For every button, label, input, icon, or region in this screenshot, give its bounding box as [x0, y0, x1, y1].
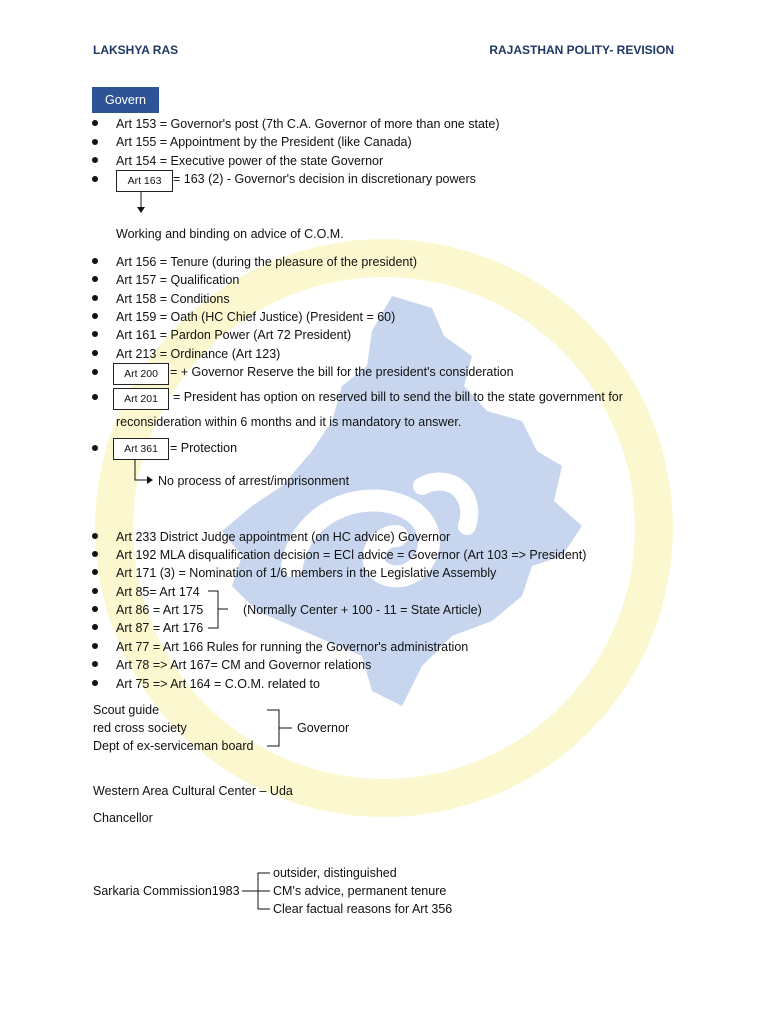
bullet-icon	[92, 313, 98, 319]
governor-item: Dept of ex-serviceman board	[93, 739, 254, 753]
bullet-icon	[92, 120, 98, 126]
list-item: Art 213 = Ordinance (Art 123)	[116, 347, 281, 361]
bullet-icon	[92, 331, 98, 337]
bullet-icon	[92, 680, 98, 686]
bullet-icon	[92, 139, 98, 145]
bullet-icon	[92, 369, 98, 375]
bullet-icon	[92, 643, 98, 649]
bullet-icon	[92, 276, 98, 282]
sarkaria-item: CM's advice, permanent tenure	[273, 884, 447, 898]
art-163-note: Working and binding on advice of C.O.M.	[116, 227, 344, 241]
bullet-icon	[92, 445, 98, 451]
list-item: Art 154 = Executive power of the state Governor	[116, 154, 384, 168]
list-item: Art 86 = Art 175	[116, 603, 204, 617]
bullet-icon	[92, 606, 98, 612]
bullet-icon	[92, 157, 98, 163]
sarkaria-item: Clear factual reasons for Art 356	[273, 902, 453, 916]
bullet-icon	[92, 661, 98, 667]
art-163-box: Art 163	[116, 170, 173, 192]
art-201-box: Art 201	[113, 388, 169, 410]
art-201-text-cont: reconsideration within 6 months and it is mandatory to answer.	[116, 415, 462, 429]
art-201-text: = President has option on reserved bill to send the bill to the state government for	[173, 390, 623, 404]
bullet-icon	[92, 569, 98, 575]
chancellor: Chancellor	[93, 811, 153, 825]
bullet-icon	[92, 394, 98, 400]
governor-label: Governor	[297, 721, 350, 735]
western-cultural-center: Western Area Cultural Center – Uda	[93, 784, 293, 798]
bullet-icon	[92, 551, 98, 557]
header-right: RAJASTHAN POLITY- REVISION	[489, 43, 674, 57]
governor-item: red cross society	[93, 721, 187, 735]
art-361-box: Art 361	[113, 438, 169, 460]
list-item: Art 233 District Judge appointment (on HC advice) Governor	[116, 530, 451, 544]
list-item: Art 192 MLA disqualification decision = ECl advice = Governor (Art 103 => President)	[116, 548, 587, 562]
list-item: Art 158 = Conditions	[116, 292, 230, 306]
bracket-note: (Normally Center + 100 - 11 = State Article)	[243, 603, 482, 617]
art-200-box: Art 200	[113, 363, 169, 385]
sarkaria-item: outsider, distinguished	[273, 866, 397, 880]
bullet-icon	[92, 350, 98, 356]
art-361-text: = Protection	[170, 441, 238, 455]
bullet-icon	[92, 295, 98, 301]
list-item: Art 159 = Oath (HC Chief Justice) (President = 60)	[116, 310, 396, 324]
bullet-icon	[92, 588, 98, 594]
sarkaria-label: Sarkaria Commission1983	[93, 884, 240, 898]
list-item: Art 155 = Appointment by the President (like Canada)	[116, 135, 412, 149]
list-item: Art 171 (3) = Nomination of 1/6 members in the Legislative Assembly	[116, 566, 497, 580]
list-item: Art 78 => Art 167= CM and Governor relations	[116, 658, 372, 672]
list-item: Art 77 = Art 166 Rules for running the Governor's administration	[116, 640, 469, 654]
list-item: Art 161 = Pardon Power (Art 72 President)	[116, 328, 352, 342]
list-item: Art 85= Art 174	[116, 585, 200, 599]
art-361-note: No process of arrest/imprisonment	[158, 474, 350, 488]
header-left: LAKSHYA RAS	[93, 43, 179, 57]
list-item: Art 153 = Governor's post (7th C.A. Governor of more than one state)	[116, 117, 500, 131]
bullet-icon	[92, 176, 98, 182]
section-tag: Govern	[92, 87, 159, 113]
bullet-icon	[92, 533, 98, 539]
list-item: Art 157 = Qualification	[116, 273, 240, 287]
art-200-text: = + Governor Reserve the bill for the president's consideration	[170, 365, 514, 379]
governor-item: Scout guide	[93, 703, 160, 717]
list-item: Art 87 = Art 176	[116, 621, 204, 635]
bullet-icon	[92, 624, 98, 630]
list-item: Art 75 => Art 164 = C.O.M. related to	[116, 677, 320, 691]
list-item: Art 156 = Tenure (during the pleasure of the president)	[116, 255, 418, 269]
art-163-text: = 163 (2) - Governor's decision in discretionary powers	[173, 172, 476, 186]
bullet-icon	[92, 258, 98, 264]
